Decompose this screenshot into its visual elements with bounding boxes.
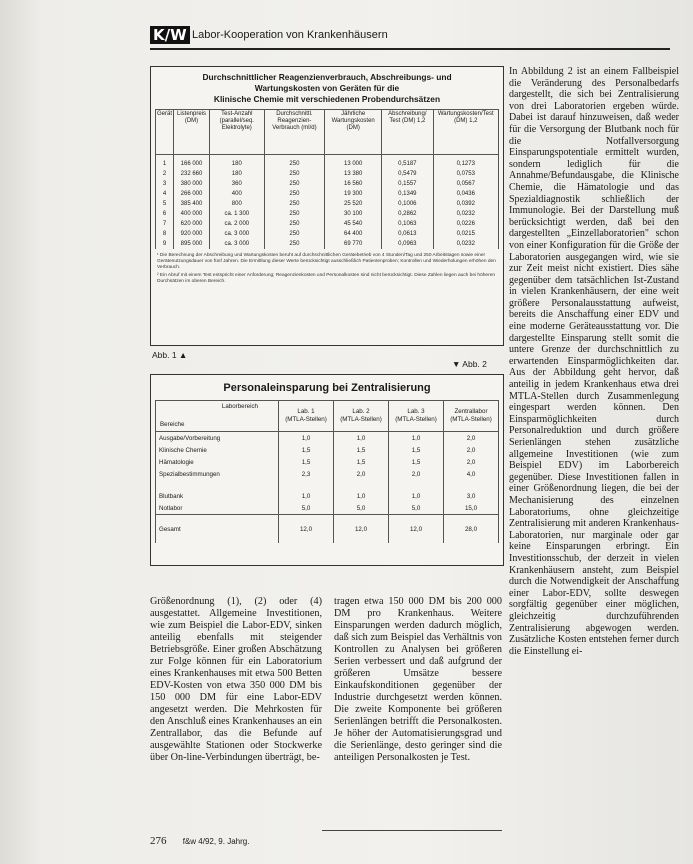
table1-cell: 895 000 [174, 239, 210, 249]
table1-cell: 0,0753 [433, 169, 499, 179]
table1-cell: 250 [264, 169, 325, 179]
table2-cell: 1,5 [389, 444, 444, 456]
table1-cell: 4 [156, 189, 174, 199]
table1-cell: 0,5479 [382, 169, 433, 179]
table1-cell: 13 380 [325, 169, 382, 179]
table1-header-cell: Test-Anzahl (parallel/seq. Elektrolyte) [210, 110, 265, 155]
table2-cell: 5,0 [279, 502, 334, 515]
reagent-cost-table [155, 109, 499, 249]
table2-col-lab3: Lab. 3 (MTLA-Stellen) [389, 401, 444, 432]
table1-cell: 16 560 [325, 179, 382, 189]
table2-total-cell: 28,0 [444, 515, 499, 544]
table2-cell: 1,0 [389, 432, 444, 445]
table1-row [156, 219, 499, 229]
table1-row [156, 229, 499, 239]
table1-cell: 360 [210, 179, 265, 189]
table1-cell: 0,5187 [382, 155, 433, 170]
article-column-right: In Abbildung 2 ist an einem Fallbeispiel die Veränderung des Personalbedarfs dargestellt, die sich bei Zentralisierung von drei Laboratorien ergeben würde. Dabei ist darauf hinzuweisen, daß weder für die Versorgung der Blutbank noch für die Notfallversorgung Einsparungspotentiale ermittelt wurden, sondern lediglich für die Annahme/Befundausgabe, die Klinische Chemie, die Hämatologie und das Spezialdiagnostik schließlich der Immunologie. Bei der Darstellung muß berücksichtigt werden, daß bei den dargestellten „Einzellaboratorien" schon von einer Konfiguration für die Größe der Laboratorien ausgegangen wird, wie sie zur Zeit meist nicht existiert. Dies sähe gegenüber dem tatsächlichen Ist-Zustand in vielen Krankenhäusern, der eine weit größere Personalausstattung aufweist, bereits die Anschaffung einer EDV und eine moderne Geräteausstattung vor. Die dargestellte Einsparung stellt somit die untere Grenze der durchschnittlich zu erwartenden Einsparmöglichkeiten dar. Aus der Abbildung geht hervor, daß anteilig in jedem Krankenhaus etwa drei MTLA-Stellen durch Zusammenlegung eingespart werden können. Den Einsparmöglichkeiten durch Personalreduktion und durch größere Serienlängen stehen zusätzliche allgemeine Investitionen (wie zum Beispiel EDV) im Laborbereich gegenüber. Diese Investitionen fallen in einer Größenordnung liegen, die bei der Mechanisierung des einzelnen Laboratoriums, ohne gleichzeitige Zentralisierung mit anderen Krankenhaus-Laboratorien, nur marginale oder gar keine Einsparungen erbringt. Ein Investitionsschub, der derzeit in vielen Krankenhäusern ansteht, zum Beispiel durch die Notwendigkeit der Anschaffung einer Labor-EDV, sollte deswegen sorgfältig gegenüber einer möglichen, gleichzeitig durchzuführenden Zentralisierung abgewogen werden. Zusätzliche Kosten entstehen ferner durch die Einstellung ei- [509, 66, 679, 657]
table1-cell: 250 [264, 189, 325, 199]
staff-savings-table-figure [150, 374, 504, 566]
table1-cell: 250 [264, 229, 325, 239]
table2-row [156, 456, 499, 468]
table1-cell: 13 000 [325, 155, 382, 170]
table2-cell: 2,0 [444, 456, 499, 468]
table1-cell: 400 [210, 189, 265, 199]
table1-header-cell: Durchschnittl. Reagenzien-Verbrauch (ml/d) [264, 110, 325, 155]
table1-cell: 45 540 [325, 219, 382, 229]
table2-row [156, 444, 499, 456]
table1-cell: 0,0232 [433, 209, 499, 219]
table1-cell: 250 [264, 179, 325, 189]
table2-row-label: Notlabor [156, 502, 279, 515]
table1-cell: 232 660 [174, 169, 210, 179]
table2-row-label: Blutbank [156, 490, 279, 502]
reagent-cost-table-figure [150, 66, 504, 346]
table1-cell: 250 [264, 209, 325, 219]
running-title: Labor-Kooperation von Krankenhäusern [192, 29, 388, 41]
staff-savings-table [155, 400, 499, 543]
table1-cell: 385 400 [174, 199, 210, 209]
table1-cell: 0,1557 [382, 179, 433, 189]
table1-cell: 180 [210, 169, 265, 179]
figure1-caption: Abb. 1 ▲ [152, 350, 188, 360]
table2-total-cell: 12,0 [334, 515, 389, 544]
table2-cell: 2,0 [444, 444, 499, 456]
table2-title: Personaleinsparung bei Zentralisierung [223, 382, 431, 394]
table1-cell: 0,1063 [382, 219, 433, 229]
table2-cell: 4,0 [444, 468, 499, 480]
table1-cell: 0,2862 [382, 209, 433, 219]
table2-cell: 1,0 [279, 490, 334, 502]
table2-cell: 1,0 [334, 432, 389, 445]
table1-cell: 0,0963 [382, 239, 433, 249]
table2-row-label: Hämatologie [156, 456, 279, 468]
table2-total-cell: 12,0 [279, 515, 334, 544]
table2-cell: 3,0 [444, 490, 499, 502]
table1-cell: ca. 3 000 [210, 239, 265, 249]
table1-cell: 0,0613 [382, 229, 433, 239]
table1-cell: 250 [264, 219, 325, 229]
table1-cell: 0,0392 [433, 199, 499, 209]
table1-cell: 2 [156, 169, 174, 179]
table1-cell: 69 770 [325, 239, 382, 249]
table2-cell: 1,0 [334, 490, 389, 502]
table1-footnotes: ¹ Die Berechnung der Abschreibung und Wartungskosten beruht auf durchschnittlichen Gerätebetrieb von 4 Stunden/Tag und 250 Arbeitstagen sowie einer Gerätenutzungsdauer von fünf Jahren. Die Ermittlung dieser Werte berücksichtigt ausschließlich Patientenproben; Kontrollen und Wiederholungen erhöhen den Verbrauch. ² Ein Abruf mit einem Test entspricht einer Anforderung; Reagenzienkosten und Personalkosten sind nicht berücksichtigt. Diese Zahlen liegen auch bei höheren Durchsätzen im oberen Bereich. [157, 253, 496, 284]
table2-row [156, 502, 499, 515]
table1-row [156, 189, 499, 199]
table1-cell: 0,1349 [382, 189, 433, 199]
table1-cell: 3 [156, 179, 174, 189]
table2-cell: 1,0 [279, 432, 334, 445]
table1-cell: ca. 3 000 [210, 229, 265, 239]
table1-cell: 380 000 [174, 179, 210, 189]
page-number: 276 [150, 835, 167, 847]
journal-issue: f&w 4/92, 9. Jahrg. [182, 837, 250, 846]
table1-cell: 180 [210, 155, 265, 170]
table1-cell: 0,1006 [382, 199, 433, 209]
table1-cell: 800 [210, 199, 265, 209]
table2-cell: 5,0 [389, 502, 444, 515]
table1-header-cell: Wartungskosten/Test (DM) 1,2 [433, 110, 499, 155]
table1-cell: 0,1273 [433, 155, 499, 170]
table1-row [156, 155, 499, 170]
table1-cell: 0,0232 [433, 239, 499, 249]
table1-header-cell: Listenpreis (DM) [174, 110, 210, 155]
table2-cell: 1,0 [389, 490, 444, 502]
table1-row [156, 179, 499, 189]
table1-header-cell: Abschreibung/ Test (DM) 1,2 [382, 110, 433, 155]
table2-cell: 5,0 [334, 502, 389, 515]
table1-cell: 266 000 [174, 189, 210, 199]
table1-cell: 9 [156, 239, 174, 249]
table2-cell: 1,5 [279, 456, 334, 468]
table1-cell: ca. 1 300 [210, 209, 265, 219]
table1-cell: ca. 2 000 [210, 219, 265, 229]
table1-cell: 30 100 [325, 209, 382, 219]
table1-title: Durchschnittlicher Reagenzienverbrauch, Abschreibungs- und Wartungskosten von Geräten für die Klinische Chemie mit verschiedenen Probendurchsätzen [202, 72, 452, 104]
table2-corner-cell: Laborbereich Bereiche [156, 401, 279, 432]
table2-row-label: Klinische Chemie [156, 444, 279, 456]
table2-row [156, 432, 499, 445]
table1-cell: 400 000 [174, 209, 210, 219]
table2-cell: 15,0 [444, 502, 499, 515]
table1-row [156, 239, 499, 249]
table1-cell: 6 [156, 209, 174, 219]
publication-logo: K/W [150, 26, 190, 44]
column-end-rule [322, 830, 502, 831]
table1-row [156, 169, 499, 179]
table2-cell: 2,0 [389, 468, 444, 480]
table2-cell: 2,3 [279, 468, 334, 480]
table2-col-lab2: Lab. 2 (MTLA-Stellen) [334, 401, 389, 432]
table1-cell: 0,0226 [433, 219, 499, 229]
table1-cell: 250 [264, 199, 325, 209]
table2-row [156, 490, 499, 502]
table1-cell: 7 [156, 219, 174, 229]
table1-cell: 25 520 [325, 199, 382, 209]
table1-cell: 166 000 [174, 155, 210, 170]
table2-col-lab1: Lab. 1 (MTLA-Stellen) [279, 401, 334, 432]
article-column-middle: tragen etwa 150 000 DM bis 200 000 DM pro Krankenhaus. Weitere Einsparungen werden dadurch möglich, daß sich zum Beispiel das Verhältnis von Kontrollen zu Analysen bei größeren Serien verbessert und daß aufgrund der größeren Umsätze bessere Einkaufskonditionen gegenüber der Industrie durchgesetzt werden können. Die zweite Komponente bei größeren Serienlängen betrifft die Personalkosten. Je höher der Automatisierungsgrad und die Serienlänge, desto geringer sind die anteiligen Personalkosten je Test. [334, 596, 502, 763]
table2-cell: 2,0 [334, 468, 389, 480]
table2-row-label: Spezialbestimmungen [156, 468, 279, 480]
table1-row [156, 209, 499, 219]
table2-cell: 1,5 [334, 456, 389, 468]
table1-cell: 0,0436 [433, 189, 499, 199]
table1-cell: 920 000 [174, 229, 210, 239]
table2-col-central: Zentrallabor (MTLA-Stellen) [444, 401, 499, 432]
table1-cell: 8 [156, 229, 174, 239]
table2-spacer [156, 480, 499, 490]
table1-cell: 64 400 [325, 229, 382, 239]
article-column-left: Größenordnung (1), (2) oder (4) ausgestattet. Allgemeine Investitionen, wie zum Beispiel die Labor-EDV, sinken anteilig ebenfalls mit steigender Betriebsgröße. Einer großen Abschätzung zur Folge können für ein Laboratorium eines Krankenhauses mit etwa 500 Betten EDV-Kosten von etwa 350 000 DM bis 150 000 DM für eine Labor-EDV angesetzt werden. Die Mehrkosten für den Anschluß eines Krankenhauses an ein Zentrallabor, das die Befunde auf ausgewählte Stationen oder Stockwerke über On-line-Verbindungen überträgt, be- [150, 596, 322, 763]
table1-cell: 250 [264, 239, 325, 249]
table1-header-cell: Gerät [156, 110, 174, 155]
table2-total-cell: 12,0 [389, 515, 444, 544]
table1-cell: 0,0215 [433, 229, 499, 239]
table2-total-row [156, 515, 499, 544]
table2-cell: 1,5 [334, 444, 389, 456]
table2-cell: 1,5 [389, 456, 444, 468]
table1-cell: 0,0567 [433, 179, 499, 189]
table1-cell: 620 000 [174, 219, 210, 229]
page-header [150, 28, 670, 50]
table2-total-label: Gesamt [156, 515, 279, 544]
table1-cell: 5 [156, 199, 174, 209]
table2-row [156, 468, 499, 480]
table1-cell: 19 300 [325, 189, 382, 199]
table1-cell: 250 [264, 155, 325, 170]
page-footer [150, 835, 249, 847]
table1-row [156, 199, 499, 209]
table2-cell: 2,0 [444, 432, 499, 445]
table1-header-cell: Jährliche Wartungskosten (DM) [325, 110, 382, 155]
figure2-caption: ▼ Abb. 2 [452, 359, 487, 369]
table1-cell: 1 [156, 155, 174, 170]
table2-row-label: Ausgabe/Vorbereitung [156, 432, 279, 445]
table2-cell: 1,5 [279, 444, 334, 456]
